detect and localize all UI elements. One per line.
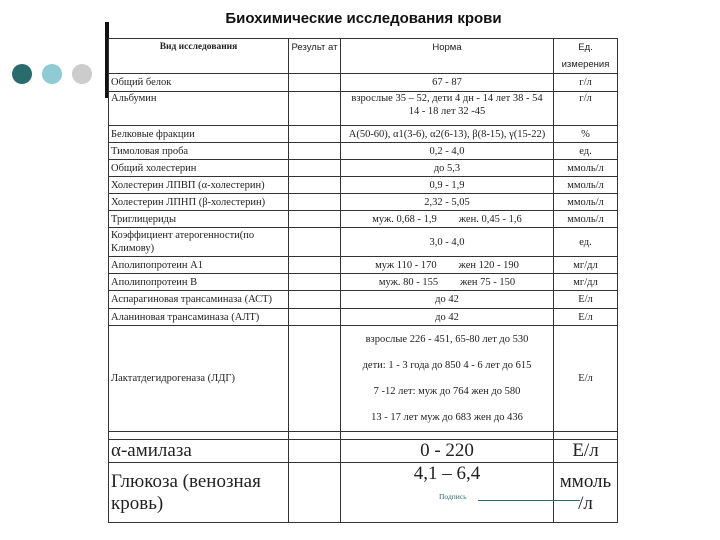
unit-cell: % [554,126,618,143]
test-name: Аполипопротеин B [109,274,289,291]
result-cell[interactable] [289,160,341,177]
unit-cell: ммоль /л [554,463,618,523]
norm-cell [341,440,554,463]
result-cell[interactable] [289,309,341,326]
header-unit: Ед. измерения [554,39,618,74]
table-row [109,160,618,177]
result-cell[interactable] [289,143,341,160]
unit-cell: Е/л [554,326,618,432]
norm-line: дети: 1 - 3 года до 850 4 - 6 лет до 615 [362,359,532,371]
result-cell[interactable] [289,274,341,291]
norm-cell [341,326,554,432]
header-name: Вид исследования [109,39,289,74]
unit-cell: ммоль/л [554,177,618,194]
result-cell[interactable] [289,74,341,92]
unit-cell: ммоль/л [554,211,618,228]
norm-line: 7 -12 лет: муж до 764 жен до 580 [373,385,521,397]
signature-line[interactable] [478,500,580,501]
test-name: Аполипопротеин A1 [109,257,289,274]
norm-cell [341,309,554,326]
table-row [109,177,618,194]
table-row [109,228,618,257]
result-cell[interactable] [289,228,341,257]
test-name: Лактатдегидрогеназа (ЛДГ) [109,326,289,432]
table-row [109,463,618,523]
norm-value: 67 - 87 [432,77,462,88]
result-cell[interactable] [289,326,341,432]
page-title: Биохимические исследования крови [225,10,502,27]
test-name: Общий холестерин [109,160,289,177]
norm-male: муж. 0,68 - 1,9 [372,213,437,225]
test-name: Тимоловая проба [109,143,289,160]
unit-cell: Е/л [554,309,618,326]
result-cell[interactable] [289,463,341,523]
norm-value: 0 - 220 [420,440,474,461]
header-norm: Норма [341,39,554,74]
table-row [109,291,618,309]
unit-cell: Е/л [554,291,618,309]
table-row [109,274,618,291]
norm-cell [341,194,554,211]
result-cell[interactable] [289,440,341,463]
result-cell[interactable] [289,92,341,126]
table-row-empty [109,432,618,440]
norm-cell [341,92,554,126]
table-row [109,440,618,463]
test-name: Триглицериды [109,211,289,228]
test-name: Белковые фракции [109,126,289,143]
norm-female: жен. 0,45 - 1,6 [458,213,522,225]
norm-cell [341,257,554,274]
norm-cell [341,291,554,309]
norm-cell [341,74,554,92]
table-row [109,257,618,274]
norm-cell [341,177,554,194]
results-table [108,38,618,523]
norm-value: 4,1 – 6,4 [413,463,481,484]
norm-male: муж. 80 - 155 [378,276,439,288]
norm-female: жен 75 - 150 [460,276,516,288]
test-name: Аспарагиновая трансаминаза (АСТ) [109,291,289,309]
test-name: Глюкоза (венозная кровь) [109,463,289,523]
norm-value: до 42 [435,294,459,305]
table-row [109,326,618,432]
table-row [109,194,618,211]
table-row [109,126,618,143]
norm-line: 13 - 17 лет муж до 683 жен до 436 [371,411,523,423]
result-cell[interactable] [289,211,341,228]
table-header [109,39,618,74]
norm-cell [341,143,554,160]
decor-dot-light [42,64,62,84]
norm-line: взрослые 226 - 451, 65-80 лет до 530 [365,333,529,345]
test-name: α-амилаза [109,440,289,463]
test-name: Холестерин ЛПНП (β-холестерин) [109,194,289,211]
result-cell[interactable] [289,257,341,274]
table-row [109,92,618,126]
unit-cell: Е/л [554,440,618,463]
test-name: Холестерин ЛПВП (α-холестерин) [109,177,289,194]
norm-cell [341,211,554,228]
test-name: Коэффициент атерогенности(по Климову) [109,228,289,257]
norm-cell [341,160,554,177]
header-result: Результ ат [289,39,341,74]
result-cell[interactable] [289,194,341,211]
result-cell[interactable] [289,177,341,194]
unit-cell: ммоль/л [554,160,618,177]
unit-cell: мг/дл [554,274,618,291]
unit-cell: ед. [554,143,618,160]
norm-value: 0,2 - 4,0 [429,145,465,157]
norm-value: A(50-60), α1(3-6), α2(6-13), β(8-15), γ(15-22) [348,128,546,140]
test-name: Аланиновая трансаминаза (АЛТ) [109,309,289,326]
unit-cell: г/л [554,74,618,92]
table-row [109,309,618,326]
norm-cell [341,126,554,143]
norm-male: муж 110 - 170 [375,259,437,271]
norm-value: до 5,3 [433,162,461,174]
norm-value: до 42 [435,311,459,323]
test-name: Общий белок [109,74,289,92]
test-name: Альбумин [109,92,289,126]
decor-dot-gray [72,64,92,84]
result-cell[interactable] [289,291,341,309]
table-row [109,74,618,92]
table-row [109,143,618,160]
norm-cell [341,228,554,257]
unit-cell: ед. [554,228,618,257]
norm-line: взрослые 35 – 52, дети 4 дн - 14 лет 38 - 54 [351,93,543,104]
table-row [109,211,618,228]
decor-dot-dark [12,64,32,84]
norm-value: 2,32 - 5,05 [424,196,470,208]
unit-cell: мг/дл [554,257,618,274]
norm-value: 0,9 - 1,9 [429,179,465,191]
signature-label: Подпись [439,492,467,501]
norm-female: жен 120 - 190 [458,259,519,271]
result-cell[interactable] [289,126,341,143]
norm-value: 3,0 - 4,0 [429,236,465,248]
unit-cell: ммоль/л [554,194,618,211]
norm-line: 14 - 18 лет 32 -45 [408,106,486,117]
norm-cell [341,274,554,291]
unit-cell: г/л [554,92,618,126]
